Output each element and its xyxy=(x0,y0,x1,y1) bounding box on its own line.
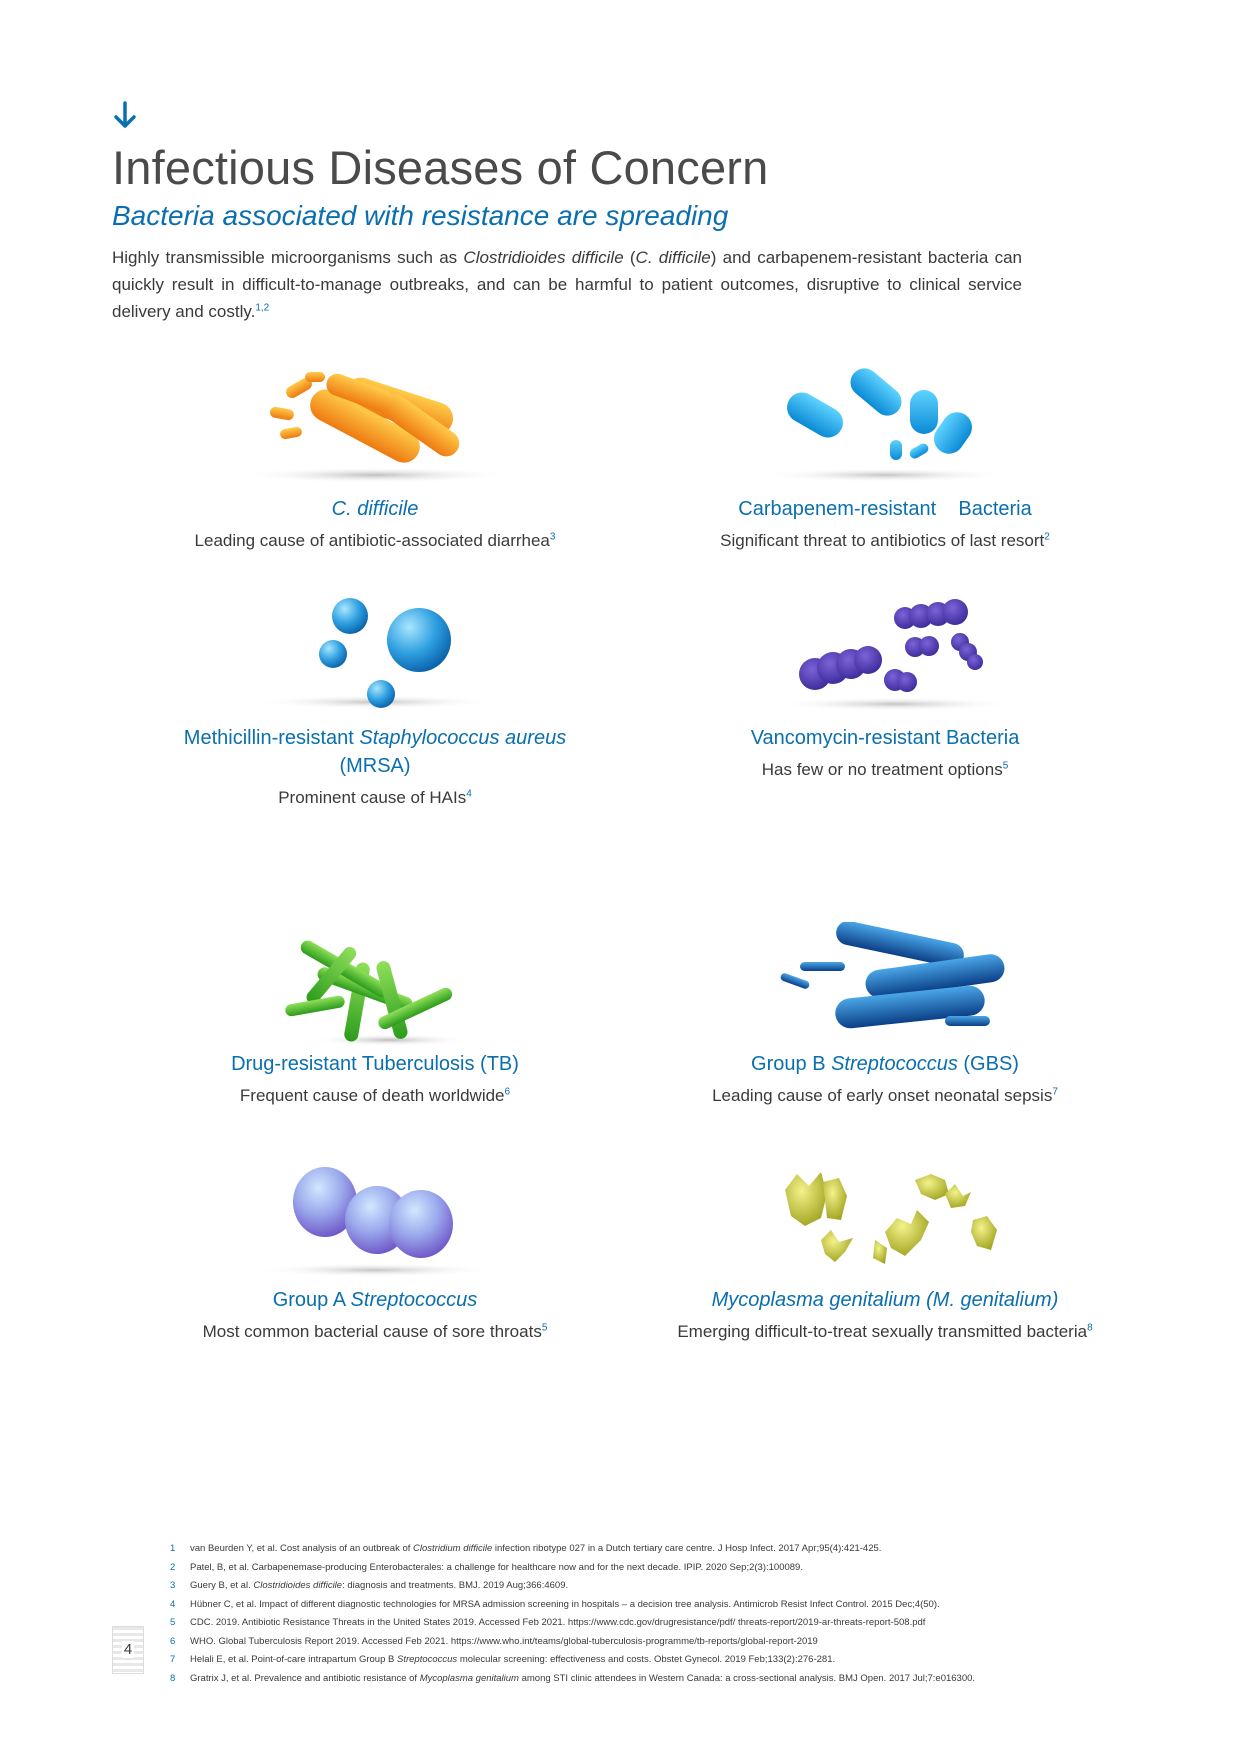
bacteria-description xyxy=(110,529,640,553)
citation-superscript: 8 xyxy=(1087,1322,1093,1334)
reference-number: 8 xyxy=(170,1672,176,1684)
bacteria-name-italic: Staphylococcus aureus xyxy=(359,727,567,749)
card-group-a-streptococcus xyxy=(110,1160,640,1344)
bacteria-name-text: (MRSA) xyxy=(339,755,411,777)
reference-item xyxy=(170,1670,1090,1689)
description-text: Has few or no treatment options xyxy=(761,760,1003,779)
reference-number: 1 xyxy=(170,1543,176,1554)
bacteria-name-italic: Streptococcus xyxy=(831,1053,958,1075)
mrsa-illustration xyxy=(225,592,525,724)
reference-text: infection ribotype 027 in a Dutch tertiary care centre. J Hosp Infect. 2017 Apr;95(4):421-425. xyxy=(492,1543,882,1554)
description-text: Significant threat to antibiotics of last resort xyxy=(720,531,1045,550)
bacteria-name xyxy=(110,724,640,780)
reference-text: Helali E, et al. Point-of-care intrapartum Group B xyxy=(190,1654,397,1665)
intro-paragraph xyxy=(112,244,1022,325)
citation-superscript: 6 xyxy=(504,1086,511,1098)
tuberculosis-illustration xyxy=(225,922,525,1050)
bacteria-description xyxy=(620,1320,1150,1344)
citation-superscript: 5 xyxy=(1002,760,1009,772)
reference-italic: Clostridium difficile xyxy=(413,1543,493,1554)
bacteria-name xyxy=(110,495,640,523)
reference-item xyxy=(170,1651,1090,1670)
bacteria-description xyxy=(110,1320,640,1344)
arrow-down-icon xyxy=(112,100,138,130)
reference-number: 5 xyxy=(170,1617,176,1628)
description-text: Most common bacterial cause of sore throats xyxy=(202,1322,542,1341)
reference-text: Gratrix J, et al. Prevalence and antibiotic resistance of xyxy=(190,1672,420,1684)
page-number-text: 4 xyxy=(123,1641,133,1658)
reference-text: Hübner C, et al. Impact of different diagnostic technologies for MRSA admission screening in hospitals – a decision tree analysis. Antimicrob Resist Infect Control. 2015 Dec;4(50). xyxy=(190,1598,940,1610)
c-difficile-illustration xyxy=(225,360,525,495)
citation-superscript: 4 xyxy=(466,788,472,800)
bacteria-name: Vancomycin-resistant Bacteria xyxy=(750,727,1020,749)
bacteria-name xyxy=(620,1286,1150,1314)
citation-superscript: 7 xyxy=(1052,1086,1058,1098)
bacteria-description xyxy=(620,1084,1150,1108)
reference-italic: Streptococcus xyxy=(396,1654,458,1665)
reference-text: van Beurden Y, et al. Cost analysis of an outbreak of xyxy=(190,1543,414,1554)
reference-text: molecular screening: effectiveness and costs. Obstet Gynecol. 2019 Feb;133(2):276-281. xyxy=(457,1654,836,1665)
reference-text: Guery B, et al. xyxy=(190,1580,254,1591)
page-title: Infectious Diseases of Concern xyxy=(112,141,769,194)
intro-italic-term: C. difficile xyxy=(635,248,711,267)
intro-text: ) and carbapenem-resistant bacteria can quickly result in difficult-to-manage outbreaks, and can be harmful to patient outcomes, disruptive to clinical service delivery and costly. xyxy=(112,248,1022,321)
description-text: Frequent cause of death worldwide xyxy=(239,1086,505,1105)
bacteria-description xyxy=(620,758,1150,782)
citation-superscript: 5 xyxy=(541,1322,548,1334)
reference-italic: Mycoplasma genitalium xyxy=(419,1672,519,1684)
reference-item xyxy=(170,1559,1090,1578)
bacteria-description xyxy=(110,1084,640,1108)
page-subtitle: Bacteria associated with resistance are spreading xyxy=(112,200,729,231)
bacteria-name-text: Group B xyxy=(751,1053,832,1075)
bacteria-name-italic: C. difficile xyxy=(331,498,419,520)
group-b-streptococcus-illustration xyxy=(735,922,1035,1050)
reference-item xyxy=(170,1614,1090,1633)
reference-number: 3 xyxy=(170,1580,176,1591)
reference-text: among STI clinic attendees in Western Canada: a cross-sectional analysis. BMJ Open. 2017 Jul;7:e016300. xyxy=(518,1672,976,1684)
card-vancomycin-resistant xyxy=(620,592,1150,782)
intro-text: Highly transmissible microorganisms such as xyxy=(112,248,464,267)
card-tuberculosis xyxy=(110,922,640,1108)
references-list xyxy=(170,1540,1090,1688)
reference-number: 4 xyxy=(170,1598,176,1610)
bacteria-description xyxy=(620,529,1150,553)
reference-item xyxy=(170,1596,1090,1615)
page-number xyxy=(112,1626,144,1674)
reference-text: Patel, B, et al. Carbapenemase-producing Enterobacterales: a challenge for healthcare now and for the next decade. IPIP. 2020 Sep;2(3):100089. xyxy=(190,1561,803,1573)
card-mycoplasma-genitalium xyxy=(620,1160,1150,1344)
card-carbapenem-resistant xyxy=(620,360,1150,553)
mycoplasma-genitalium-illustration xyxy=(735,1160,1035,1286)
bacteria-name-text: Methicillin-resistant xyxy=(183,727,360,749)
group-a-streptococcus-illustration xyxy=(225,1160,525,1286)
citation-superscript: 3 xyxy=(549,531,556,543)
card-mrsa xyxy=(110,592,640,810)
card-c-difficile xyxy=(110,360,640,553)
reference-number: 6 xyxy=(170,1635,176,1647)
reference-item xyxy=(170,1577,1090,1596)
reference-item xyxy=(170,1540,1090,1559)
reference-item xyxy=(170,1633,1090,1652)
reference-number: 7 xyxy=(170,1654,176,1665)
reference-number: 2 xyxy=(170,1561,176,1573)
bacteria-name xyxy=(110,1286,640,1314)
bacteria-name: Drug-resistant Tuberculosis (TB) xyxy=(231,1053,519,1075)
bacteria-name xyxy=(620,1050,1150,1078)
carbapenem-resistant-illustration xyxy=(735,360,1035,495)
bacteria-name-text: (GBS) xyxy=(957,1053,1019,1075)
vancomycin-resistant-illustration xyxy=(735,592,1035,724)
description-text: Leading cause of early onset neonatal sepsis xyxy=(712,1086,1053,1105)
citation-superscript: 1,2 xyxy=(255,302,270,314)
bacteria-name-italic: Streptococcus xyxy=(350,1289,478,1311)
card-group-b-streptococcus xyxy=(620,922,1150,1108)
description-text: Prominent cause of HAIs xyxy=(278,788,467,807)
citation-superscript: 2 xyxy=(1044,531,1050,543)
reference-text: : diagnosis and treatments. BMJ. 2019 Aug;366:4609. xyxy=(342,1580,569,1591)
description-text: Emerging difficult-to-treat sexually transmitted bacteria xyxy=(677,1322,1088,1341)
description-text: Leading cause of antibiotic-associated diarrhea xyxy=(194,531,550,550)
reference-text: CDC. 2019. Antibiotic Resistance Threats in the United States 2019. Accessed Feb 2021. https://www.cdc.gov/drugresistance/pdf/ threats-report/2019-ar-threats-report-508.pdf xyxy=(190,1617,926,1628)
reference-italic: Clostridioides difficile xyxy=(253,1580,343,1591)
bacteria-name-text: Group A xyxy=(272,1289,351,1311)
bacteria-name: Carbapenem-resistant Bacteria xyxy=(738,498,1032,520)
intro-italic-term: Clostridioides difficile xyxy=(463,248,624,267)
bacteria-name-italic: Mycoplasma genitalium (M. genitalium) xyxy=(711,1289,1059,1311)
bacteria-description xyxy=(110,786,640,810)
reference-text: WHO. Global Tuberculosis Report 2019. Accessed Feb 2021. https://www.who.int/teams/global-tuberculosis-programme/tb-reports/global-report-2019 xyxy=(190,1635,818,1647)
intro-text: ( xyxy=(623,248,636,267)
